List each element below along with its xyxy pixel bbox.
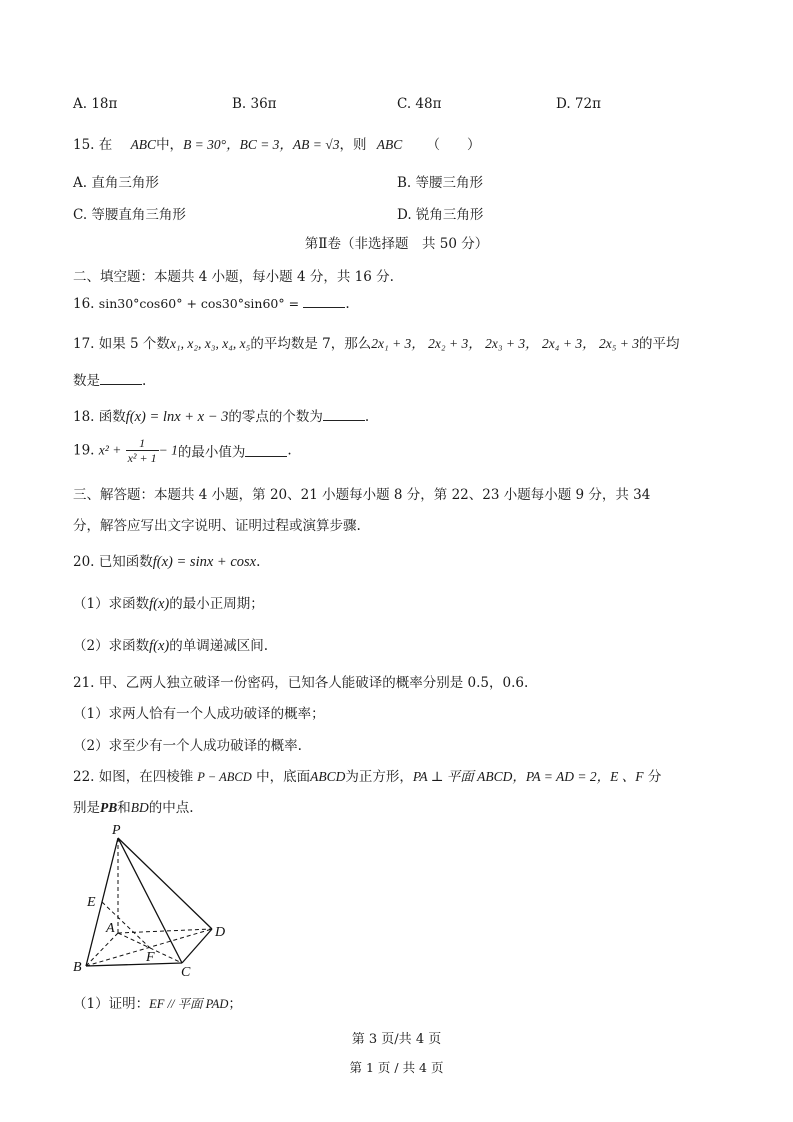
q22-part1: （1）证明：EF // 平面 PAD；	[73, 996, 242, 1012]
q15-option-b: B. 等腰三角形	[397, 175, 484, 191]
q17-answer-blank[interactable]	[100, 372, 142, 385]
q19-fraction: $\frac{1}{\text{x² + 1}}$	[127, 436, 157, 465]
label-c: C	[181, 965, 191, 980]
q15-stem: 15. 在 ABC中，B = 30°，BC = 3，AB = √3，则 ABC （ ）	[73, 137, 481, 153]
q15-option-a: A. 直角三角形	[73, 175, 159, 191]
q14-option-d: D. 72π	[556, 96, 601, 112]
q17: 17. 如果 5 个数x₁, x₂, x₃, x₄, x₅的平均数是 7，那么2x₁ + 3， 2x₂ + 3， 2x₃ + 3， 2x₄ + 3， 2x₅ + 3的平均	[73, 336, 680, 352]
q22-stem: 22. 如图，在四棱锥 P − ABCD 中，底面ABCD为正方形，PA ⊥ 平面 ABCD，PA = AD = 2，E 、F 分	[73, 769, 662, 785]
q22-line2: 别是PB和BD的中点.	[73, 800, 194, 816]
edge-cd	[182, 929, 212, 963]
q19: 19. x² + $\frac{1}{\text{x² + 1}}$ − 1的最小值为 .	[73, 436, 292, 465]
section-2-title: 第Ⅱ卷（非选择题 共 50 分）	[304, 236, 489, 252]
q16: 16. sin30°cos60° + cos30°sin60° = .	[73, 296, 350, 312]
edge-bc	[86, 963, 182, 966]
q16-answer-blank[interactable]	[303, 295, 345, 308]
q21-part2: （2）求至少有一个人成功破译的概率.	[73, 738, 302, 754]
label-a: A	[106, 921, 115, 936]
pyramid-figure	[70, 818, 250, 983]
q18-answer-blank[interactable]	[323, 408, 365, 421]
edge-pc	[118, 838, 182, 963]
solve-header-line2: 分，解答应写出文字说明、证明过程或演算步骤.	[73, 518, 361, 534]
page-number-outer: 第 1 页 / 共 4 页	[349, 1060, 444, 1075]
q15-option-c: C. 等腰直角三角形	[73, 207, 186, 223]
fill-in-header: 二、填空题：本题共 4 小题，每小题 4 分，共 16 分.	[73, 269, 394, 285]
label-f: F	[146, 950, 155, 965]
label-e: E	[87, 895, 96, 910]
q18: 18. 函数f(x) = lnx + x − 3的零点的个数为 .	[73, 409, 370, 425]
q14-option-b: B. 36π	[232, 96, 277, 112]
q19-answer-blank[interactable]	[245, 444, 287, 457]
solve-header-line1: 三、解答题：本题共 4 小题，第 20、21 小题每小题 8 分，第 22、23 小题每小题 9 分，共 34	[73, 487, 651, 503]
q15-option-d: D. 锐角三角形	[397, 207, 484, 223]
label-p: P	[112, 823, 121, 838]
q14-option-a: A. 18π	[73, 96, 118, 112]
q20-part1: （1）求函数f(x)的最小正周期；	[73, 596, 264, 612]
q21-part1: （1）求两人恰有一个人成功破译的概率；	[73, 706, 325, 722]
label-d: D	[215, 925, 226, 940]
q20-part2: （2）求函数f(x)的单调递减区间.	[73, 638, 269, 654]
q14-option-c: C. 48π	[397, 96, 442, 112]
page-number-inner: 第 3 页/共 4 页	[351, 1032, 442, 1047]
q17-line2: 数是 .	[73, 373, 147, 389]
q20-stem: 20. 已知函数f(x) = sinx + cosx.	[73, 554, 261, 570]
q21-stem: 21. 甲、乙两人独立破译一份密码，已知各人能破译的概率分别是 0.5，0.6.	[73, 675, 529, 691]
label-b: B	[73, 960, 82, 975]
edge-pd	[118, 838, 212, 929]
